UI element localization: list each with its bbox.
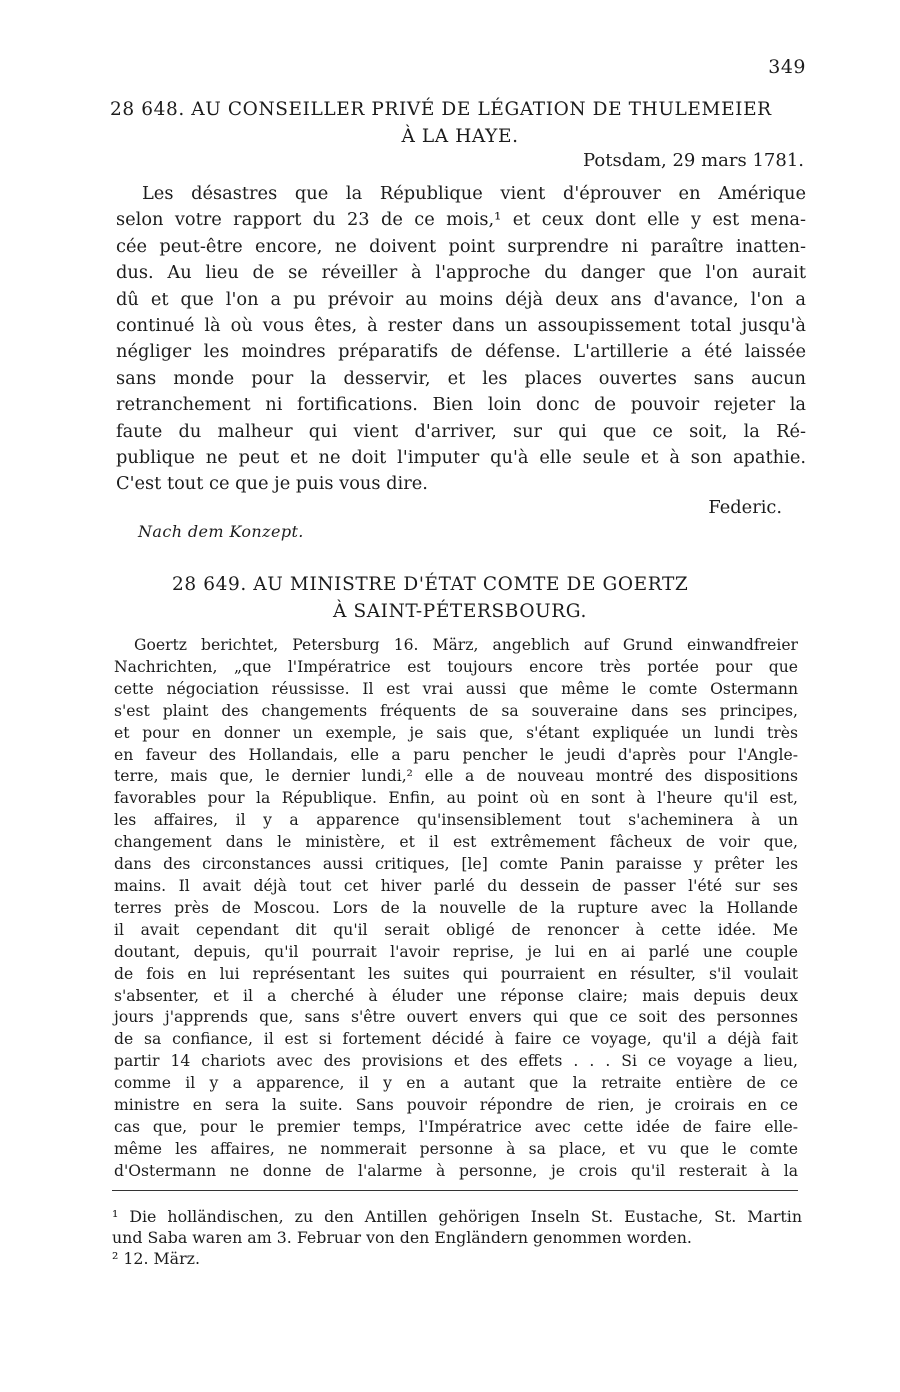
- body-line: comme il y a apparence, il y en a autant que la retraite entière de ce: [114, 1074, 798, 1093]
- body-line: faute du malheur qui vient d'arriver, sur qui que ce soit, la Ré-: [116, 420, 806, 442]
- body-line: même les affaires, ne nommerait personne à sa place, et vu que le comte: [114, 1139, 798, 1158]
- body-line: Nachrichten, „que l'Impératrice est toujours encore très portée pour que: [114, 657, 798, 676]
- body-line: d'Ostermann ne donne de l'alarme à personne, je crois qu'il resterait à la: [114, 1161, 798, 1180]
- body-line: C'est tout ce que je puis vous dire.: [116, 473, 428, 495]
- footnote-1-line-2: und Saba waren am 3. Februar von den Engländern genommen worden.: [112, 1228, 692, 1247]
- body-line: Les désastres que la République vient d'éprouver en Amérique: [142, 183, 806, 204]
- body-line: mains. Il avait déjà tout cet hiver parlé du dessein de passer l'été sur ses: [114, 876, 798, 895]
- footnotes: [112, 1206, 802, 1269]
- body-line: changement dans le ministère, et il est extrêmement fâcheux de voir que,: [114, 833, 798, 852]
- body-line: s'absenter, et il a cherché à éluder une réponse claire; mais depuis deux: [114, 986, 798, 1005]
- body-line: en faveur des Hollandais, elle a paru pencher le jeudi d'après pour l'Angle-: [114, 745, 798, 764]
- letter-heading-28648: [110, 96, 810, 150]
- dateline: Potsdam, 29 mars 1781.: [583, 150, 804, 171]
- heading-line-1: 28 649. AU MINISTRE D'ÉTAT COMTE DE GOERTZ: [172, 574, 689, 595]
- letter-heading-28649: [110, 571, 810, 625]
- body-line: négliger les moindres préparatifs de défense. L'artillerie a été laissée: [116, 341, 806, 363]
- body-line: dus. Au lieu de se réveiller à l'approche du danger que l'on aurait: [116, 262, 806, 284]
- body-line: et pour en donner un exemple, je sais que, s'étant expliquée un lundi très: [114, 723, 798, 742]
- body-line: il avait cependant dit qu'il serait obligé de renoncer à cette idée. Me: [114, 920, 798, 939]
- body-line: continué là où vous êtes, à rester dans un assoupissement total jusqu'à: [116, 315, 806, 337]
- body-line: terres près de Moscou. Lors de la nouvelle de la rupture avec la Hollande: [114, 898, 798, 917]
- body-line: les affaires, il y a apparence qu'insensiblement tout s'acheminera à un: [114, 811, 798, 830]
- footnote-divider: [112, 1190, 798, 1191]
- body-line: dans des circonstances aussi critiques, [le] comte Panin paraisse y prêter les: [114, 855, 798, 874]
- body-line: partir 14 chariots avec des provisions et des effets . . . Si ce voyage a lieu,: [114, 1052, 798, 1071]
- body-line: doutant, depuis, qu'il pourrait l'avoir reprise, je lui en ai parlé une couple: [114, 942, 798, 961]
- body-line: de fois en lui représentant les suites qui pourraient en résulter, s'il voulait: [114, 964, 798, 983]
- body-line: de sa confiance, il est si fortement décidé à faire ce voyage, qu'il a déjà fait: [114, 1030, 798, 1049]
- body-line: publique ne peut et ne doit l'imputer qu'à elle seule et à son apathie.: [116, 447, 806, 469]
- footnote-2: ² 12. März.: [112, 1249, 200, 1268]
- body-line: ministre en sera la suite. Sans pouvoir répondre de rien, je croirais en ce: [114, 1096, 798, 1115]
- body-line: dû et que l'on a pu prévoir au moins déjà deux ans d'avance, l'on a: [116, 288, 806, 310]
- body-line: selon votre rapport du 23 de ce mois,¹ et ceux dont elle y est mena-: [116, 209, 806, 231]
- heading-line-2: À LA HAYE.: [401, 126, 519, 147]
- letter-body-28649: [114, 635, 798, 1183]
- body-line: cas que, pour le premier temps, l'Impératrice avec cette idée de faire elle-: [114, 1117, 798, 1136]
- body-line: cée peut-être encore, ne doivent point surprendre ni paraître inatten-: [116, 235, 806, 257]
- body-line: cette négociation réussisse. Il est vrai aussi que même le comte Ostermann: [114, 679, 798, 698]
- body-line: s'est plaint des changements fréquents de sa souveraine dans ses principes,: [114, 701, 798, 720]
- signature: Federic.: [708, 497, 782, 518]
- body-line: favorables pour la République. Enfin, au point où en sont à l'heure qu'il est,: [114, 789, 798, 808]
- body-line: Goertz berichtet, Petersburg 16. März, angeblich auf Grund einwandfreier: [134, 636, 798, 654]
- heading-line-2: À SAINT-PÉTERSBOURG.: [333, 601, 587, 622]
- source-note: Nach dem Konzept.: [138, 522, 304, 541]
- body-line: sans monde pour la desservir, et les places ouvertes sans aucun: [116, 367, 806, 389]
- letter-body-28648: [116, 181, 806, 498]
- page-number: 349: [768, 56, 806, 78]
- footnote-1-line-1: ¹ Die holländischen, zu den Antillen gehörigen Inseln St. Eustache, St. Martin: [112, 1207, 802, 1226]
- body-line: terre, mais que, le dernier lundi,² elle a de nouveau montré des dispositions: [114, 767, 798, 786]
- body-line: jours j'apprends que, sans s'être ouvert envers qui que ce soit des personnes: [114, 1008, 798, 1027]
- body-line: retranchement ni fortifications. Bien loin donc de pouvoir rejeter la: [116, 394, 806, 416]
- heading-line-1: 28 648. AU CONSEILLER PRIVÉ DE LÉGATION DE THULEMEIER: [110, 99, 772, 120]
